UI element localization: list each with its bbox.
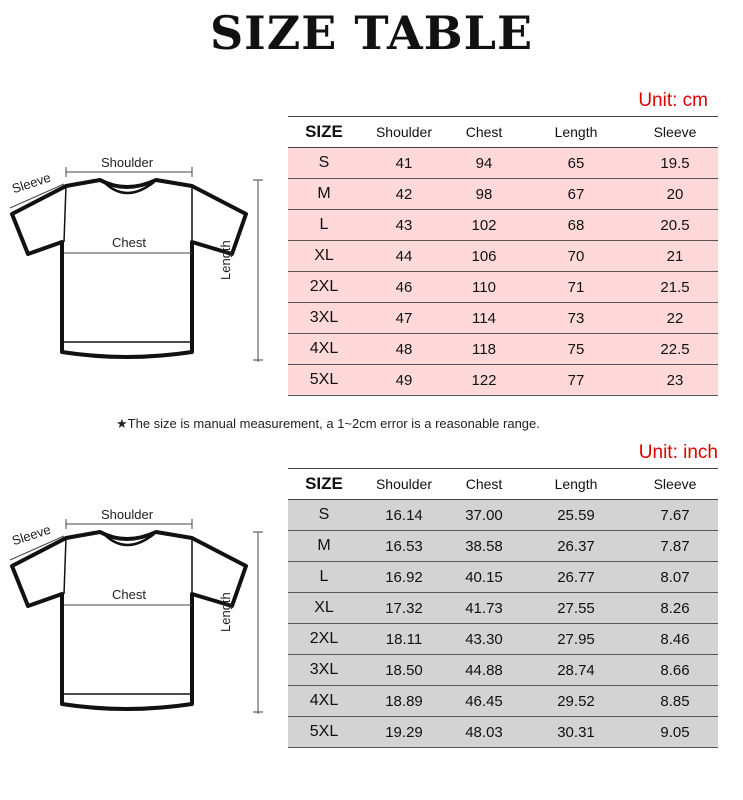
sleeve-label: Sleeve [10, 521, 53, 549]
unit-label-inch: Unit: inch [638, 442, 718, 463]
measurement-cell: 22.5 [632, 334, 718, 365]
size-cell: XL [288, 241, 360, 272]
table-row [288, 365, 718, 396]
measurement-cell: 27.95 [520, 624, 632, 655]
header-sleeve: Sleeve [632, 469, 718, 500]
table-row [288, 179, 718, 210]
table-row [288, 303, 718, 334]
measurement-cell: 43 [360, 210, 448, 241]
length-label: Length [218, 592, 233, 632]
measurement-cell: 21 [632, 241, 718, 272]
measurement-cell: 23 [632, 365, 718, 396]
measurement-cell: 22 [632, 303, 718, 334]
size-cell: 5XL [288, 717, 360, 748]
measurement-cell: 75 [520, 334, 632, 365]
measurement-cell: 77 [520, 365, 632, 396]
measurement-cell: 7.87 [632, 531, 718, 562]
length-label: Length [218, 240, 233, 280]
measurement-cell: 7.67 [632, 500, 718, 531]
tshirt-diagram-inch [6, 504, 276, 714]
table-row [288, 531, 718, 562]
size-cell: 2XL [288, 272, 360, 303]
size-cell: 3XL [288, 303, 360, 334]
measurement-cell: 71 [520, 272, 632, 303]
table-row [288, 593, 718, 624]
size-cell: 3XL [288, 655, 360, 686]
measurement-cell: 46.45 [448, 686, 520, 717]
measurement-cell: 8.26 [632, 593, 718, 624]
measurement-cell: 18.11 [360, 624, 448, 655]
measurement-cell: 19.5 [632, 148, 718, 179]
header-length: Length [520, 469, 632, 500]
measurement-cell: 118 [448, 334, 520, 365]
shoulder-label: Shoulder [101, 155, 154, 170]
measurement-cell: 21.5 [632, 272, 718, 303]
chest-label: Chest [112, 587, 146, 602]
size-cell: M [288, 531, 360, 562]
measurement-cell: 26.37 [520, 531, 632, 562]
measurement-cell: 73 [520, 303, 632, 334]
size-cell: 2XL [288, 624, 360, 655]
table-row [288, 717, 718, 748]
table-row [288, 148, 718, 179]
measurement-note: ★The size is manual measurement, a 1~2cm error is a reasonable range. [116, 416, 540, 431]
measurement-cell: 16.92 [360, 562, 448, 593]
measurement-cell: 70 [520, 241, 632, 272]
measurement-cell: 42 [360, 179, 448, 210]
measurement-cell: 44 [360, 241, 448, 272]
measurement-cell: 16.14 [360, 500, 448, 531]
measurement-cell: 19.29 [360, 717, 448, 748]
measurement-cell: 102 [448, 210, 520, 241]
measurement-cell: 20.5 [632, 210, 718, 241]
page-title: SIZE TABLE [209, 6, 534, 60]
table-row [288, 624, 718, 655]
header-chest: Chest [448, 469, 520, 500]
measurement-cell: 110 [448, 272, 520, 303]
size-table-cm [288, 116, 718, 396]
measurement-cell: 47 [360, 303, 448, 334]
table-row [288, 655, 718, 686]
measurement-cell: 41 [360, 148, 448, 179]
measurement-cell: 20 [632, 179, 718, 210]
table-row [288, 272, 718, 303]
measurement-cell: 9.05 [632, 717, 718, 748]
measurement-cell: 41.73 [448, 593, 520, 624]
table-row [288, 241, 718, 272]
measurement-cell: 8.07 [632, 562, 718, 593]
header-size: SIZE [288, 469, 360, 500]
measurement-cell: 68 [520, 210, 632, 241]
measurement-cell: 48 [360, 334, 448, 365]
table-row [288, 334, 718, 365]
measurement-cell: 29.52 [520, 686, 632, 717]
measurement-cell: 106 [448, 241, 520, 272]
table-row [288, 210, 718, 241]
size-cell: S [288, 500, 360, 531]
header-shoulder: Shoulder [360, 469, 448, 500]
sleeve-label: Sleeve [10, 169, 53, 197]
size-cell: S [288, 148, 360, 179]
header-shoulder: Shoulder [360, 117, 448, 148]
measurement-cell: 27.55 [520, 593, 632, 624]
shoulder-label: Shoulder [101, 507, 154, 522]
size-cell: L [288, 210, 360, 241]
measurement-cell: 38.58 [448, 531, 520, 562]
measurement-cell: 26.77 [520, 562, 632, 593]
measurement-cell: 8.46 [632, 624, 718, 655]
table-row [288, 686, 718, 717]
measurement-cell: 18.50 [360, 655, 448, 686]
size-table-inch [288, 468, 718, 748]
measurement-cell: 28.74 [520, 655, 632, 686]
table-body [288, 148, 718, 396]
size-cell: M [288, 179, 360, 210]
measurement-cell: 122 [448, 365, 520, 396]
measurement-cell: 114 [448, 303, 520, 334]
measurement-cell: 49 [360, 365, 448, 396]
table-header-row [288, 117, 718, 148]
measurement-cell: 48.03 [448, 717, 520, 748]
unit-label-cm: Unit: cm [638, 90, 708, 111]
header-sleeve: Sleeve [632, 117, 718, 148]
measurement-cell: 94 [448, 148, 520, 179]
header-chest: Chest [448, 117, 520, 148]
table-row [288, 500, 718, 531]
measurement-cell: 40.15 [448, 562, 520, 593]
measurement-cell: 18.89 [360, 686, 448, 717]
measurement-cell: 16.53 [360, 531, 448, 562]
size-cell: L [288, 562, 360, 593]
measurement-cell: 44.88 [448, 655, 520, 686]
measurement-cell: 65 [520, 148, 632, 179]
size-cell: XL [288, 593, 360, 624]
measurement-cell: 25.59 [520, 500, 632, 531]
table-header-row [288, 469, 718, 500]
header-size: SIZE [288, 117, 360, 148]
table-body [288, 500, 718, 748]
size-cell: 5XL [288, 365, 360, 396]
table-row [288, 562, 718, 593]
measurement-cell: 37.00 [448, 500, 520, 531]
chest-label: Chest [112, 235, 146, 250]
measurement-cell: 30.31 [520, 717, 632, 748]
measurement-cell: 8.66 [632, 655, 718, 686]
tshirt-diagram-cm [6, 152, 276, 362]
header-length: Length [520, 117, 632, 148]
size-cell: 4XL [288, 686, 360, 717]
measurement-cell: 46 [360, 272, 448, 303]
measurement-cell: 98 [448, 179, 520, 210]
measurement-cell: 8.85 [632, 686, 718, 717]
size-cell: 4XL [288, 334, 360, 365]
measurement-cell: 67 [520, 179, 632, 210]
measurement-cell: 43.30 [448, 624, 520, 655]
measurement-cell: 17.32 [360, 593, 448, 624]
